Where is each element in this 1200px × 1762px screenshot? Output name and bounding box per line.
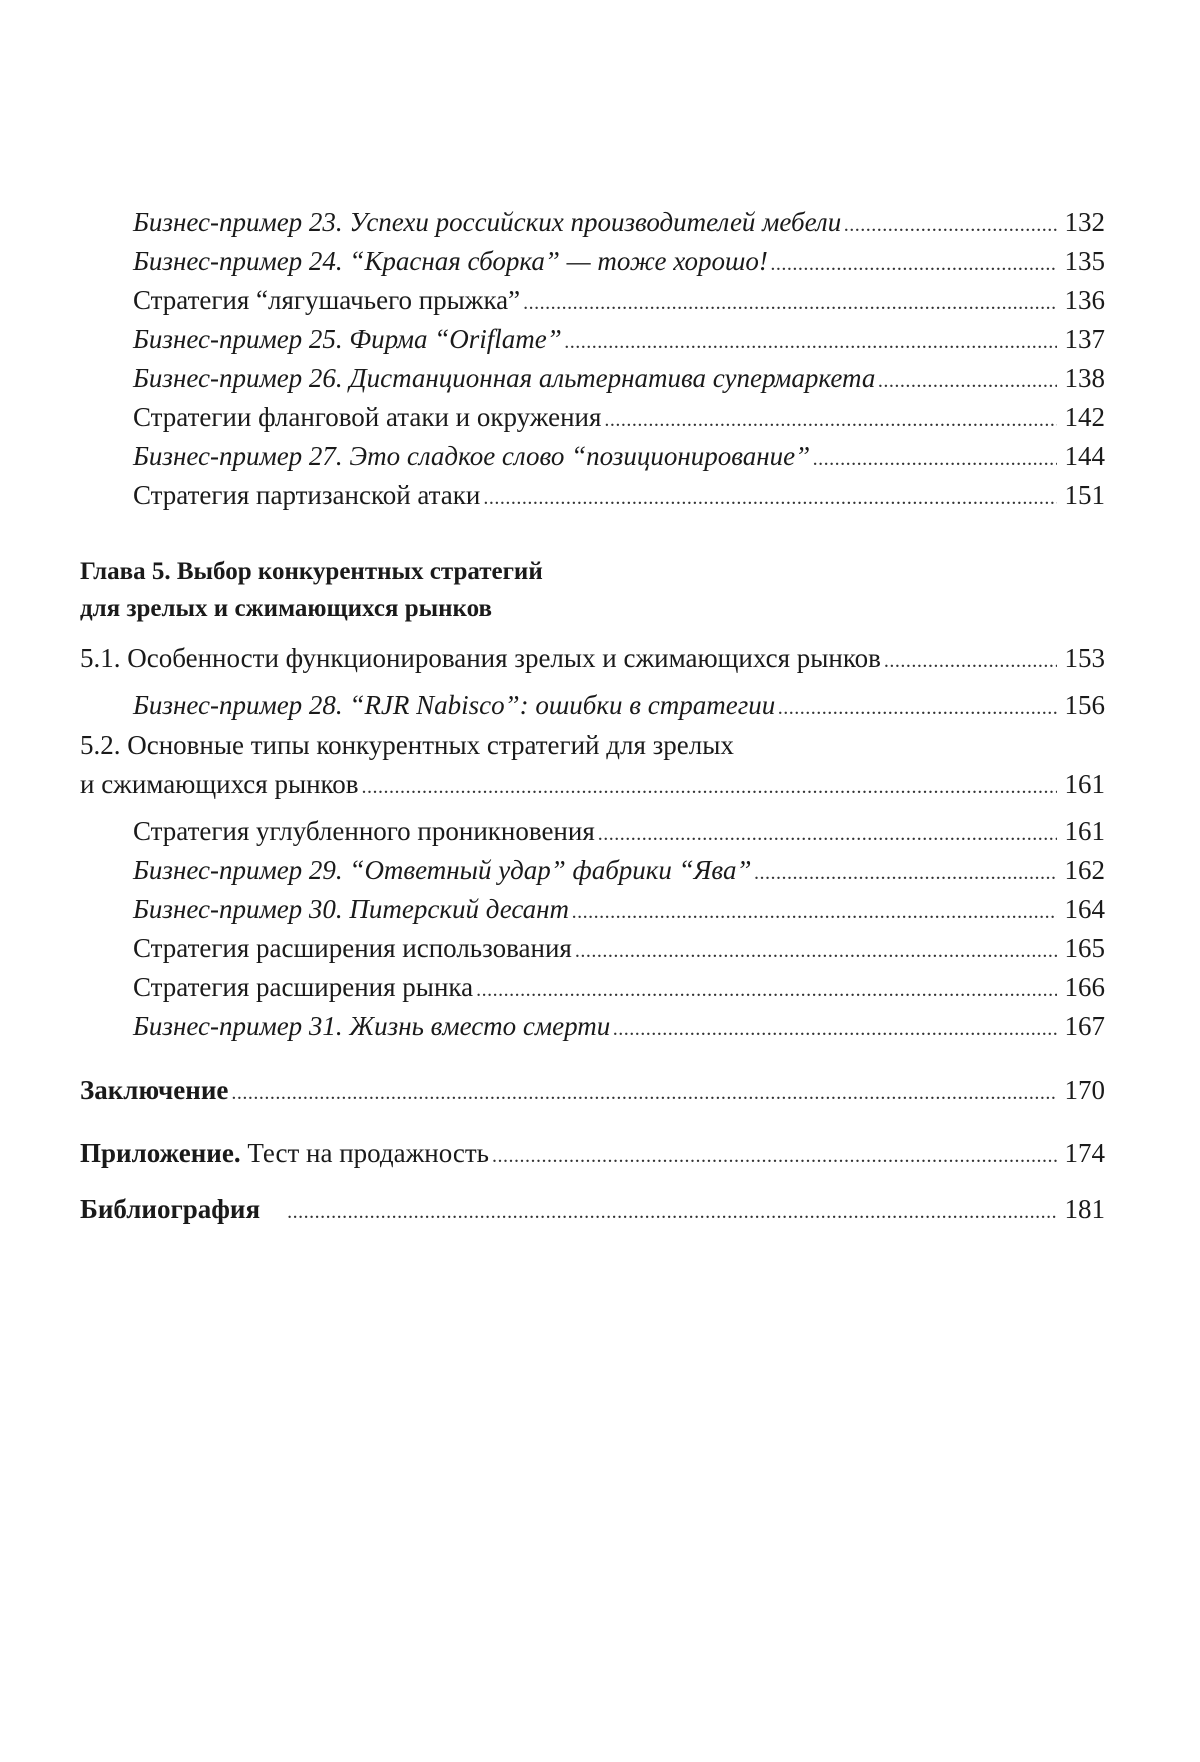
dot-leader	[476, 972, 1057, 1008]
toc-entry	[133, 852, 1105, 891]
dot-leader	[604, 402, 1057, 438]
toc-entry-title: Стратегия расширения рынка	[133, 972, 474, 1002]
toc-entry-title: Бизнес-пример 24. “Красная сборка” — тоже хорошо!	[133, 246, 768, 276]
toc-entry	[133, 930, 1105, 969]
dot-leader	[575, 933, 1057, 969]
toc-entry-title: 5.1. Особенности функционирования зрелых и сжимающихся рынков	[80, 643, 881, 673]
appendix-label: Приложение.	[80, 1138, 241, 1168]
toc-entry-title: Заключение	[80, 1075, 229, 1105]
toc-entry-page: 167	[1064, 1011, 1105, 1041]
toc-entry-title: Стратегия углубленного проникновения	[133, 816, 595, 846]
dot-leader	[844, 207, 1057, 243]
chapter-heading-line-2: для зрелых и сжимающихся рынков	[80, 595, 492, 622]
toc-entry-title: Бизнес-пример 28. “RJR Nabisco”: ошибки в стратегии	[133, 690, 776, 720]
dot-leader	[813, 441, 1057, 477]
dot-leader	[362, 769, 1057, 805]
toc-entry	[133, 321, 1105, 360]
toc-entry-page: 170	[1064, 1075, 1105, 1105]
toc-entry-page: 161	[1064, 769, 1105, 799]
chapter-heading-line-1: Глава 5. Выбор конкурентных стратегий	[80, 558, 543, 585]
toc-entry-title: Библиография	[80, 1194, 261, 1224]
dot-leader	[884, 643, 1057, 679]
toc-entry-title: и сжимающихся рынков	[80, 769, 359, 799]
toc-entry-page: 165	[1064, 933, 1105, 963]
toc-entry-page: 156	[1064, 690, 1105, 720]
toc-entry	[133, 969, 1105, 1008]
dot-leader	[598, 816, 1057, 852]
section-entry-5-2-line-1: 5.2. Основные типы конкурентных стратегий для зрелых	[80, 730, 734, 760]
toc-entry-title: Бизнес-пример 26. Дистанционная альтернатива супермаркета	[133, 363, 876, 393]
toc-entry-conclusion	[80, 1072, 1105, 1111]
toc-entry-page: 174	[1064, 1138, 1105, 1168]
toc-entry	[133, 438, 1105, 477]
toc-entry-page: 138	[1064, 363, 1105, 393]
toc-entry-page: 136	[1064, 285, 1105, 315]
toc-entry	[133, 891, 1105, 930]
toc-entry-page: 144	[1064, 441, 1105, 471]
toc-entry	[133, 360, 1105, 399]
toc-entry-title: Бизнес-пример 27. Это сладкое слово “позиционирование”	[133, 441, 811, 471]
toc-entry-title: Стратегия партизанской атаки	[133, 480, 481, 510]
dot-leader	[778, 690, 1057, 726]
toc-entry	[133, 204, 1105, 243]
toc-entry	[133, 399, 1105, 438]
toc-entry-page: 166	[1064, 972, 1105, 1002]
dot-leader	[483, 480, 1057, 516]
toc-entry-title	[80, 1135, 489, 1171]
toc-entry	[133, 243, 1105, 282]
dot-leader	[231, 1075, 1057, 1111]
toc-entry-page: 164	[1064, 894, 1105, 924]
section-entry-5-2	[80, 766, 1105, 805]
toc-entry-page: 135	[1064, 246, 1105, 276]
dot-leader	[572, 894, 1057, 930]
section-entry-5-1	[80, 640, 1105, 679]
appendix-title: Тест на продажность	[240, 1138, 489, 1168]
toc-entry-title: Стратегии фланговой атаки и окружения	[133, 402, 602, 432]
toc-entry-page: 142	[1064, 402, 1105, 432]
toc-entry	[133, 687, 1105, 726]
toc-entry	[133, 1008, 1105, 1047]
toc-entry-page: 137	[1064, 324, 1105, 354]
toc-entry	[133, 282, 1105, 321]
toc-entry-page: 161	[1064, 816, 1105, 846]
toc-entry-title: Бизнес-пример 25. Фирма “Oriflame”	[133, 324, 562, 354]
dot-leader	[287, 1194, 1057, 1230]
dot-leader	[878, 363, 1057, 399]
toc-entry-title: Стратегия расширения использования	[133, 933, 572, 963]
toc-entry-title: Стратегия “лягушачьего прыжка”	[133, 285, 521, 315]
toc-entry-title: Бизнес-пример 23. Успехи российских производителей мебели	[133, 207, 842, 237]
dot-leader	[771, 246, 1057, 282]
dot-leader	[492, 1138, 1057, 1174]
toc-entry	[133, 813, 1105, 852]
toc-entry-bibliography	[80, 1191, 1105, 1230]
dot-leader	[613, 1011, 1057, 1047]
dot-leader	[523, 285, 1057, 321]
toc-entry-page: 132	[1064, 207, 1105, 237]
toc-entry-page: 162	[1064, 855, 1105, 885]
toc-entry-appendix	[80, 1135, 1105, 1174]
dot-leader	[565, 324, 1057, 360]
toc-entry-page: 153	[1064, 643, 1105, 673]
toc-entry-page: 181	[1064, 1194, 1105, 1224]
dot-leader	[754, 855, 1057, 891]
toc-entry	[133, 477, 1105, 516]
toc-entry-title: Бизнес-пример 29. “Ответный удар” фабрики “Ява”	[133, 855, 752, 885]
toc-entry-page: 151	[1064, 480, 1105, 510]
toc-entry-title: Бизнес-пример 30. Питерский десант	[133, 894, 570, 924]
toc-entry-title: Бизнес-пример 31. Жизнь вместо смерти	[133, 1011, 611, 1041]
